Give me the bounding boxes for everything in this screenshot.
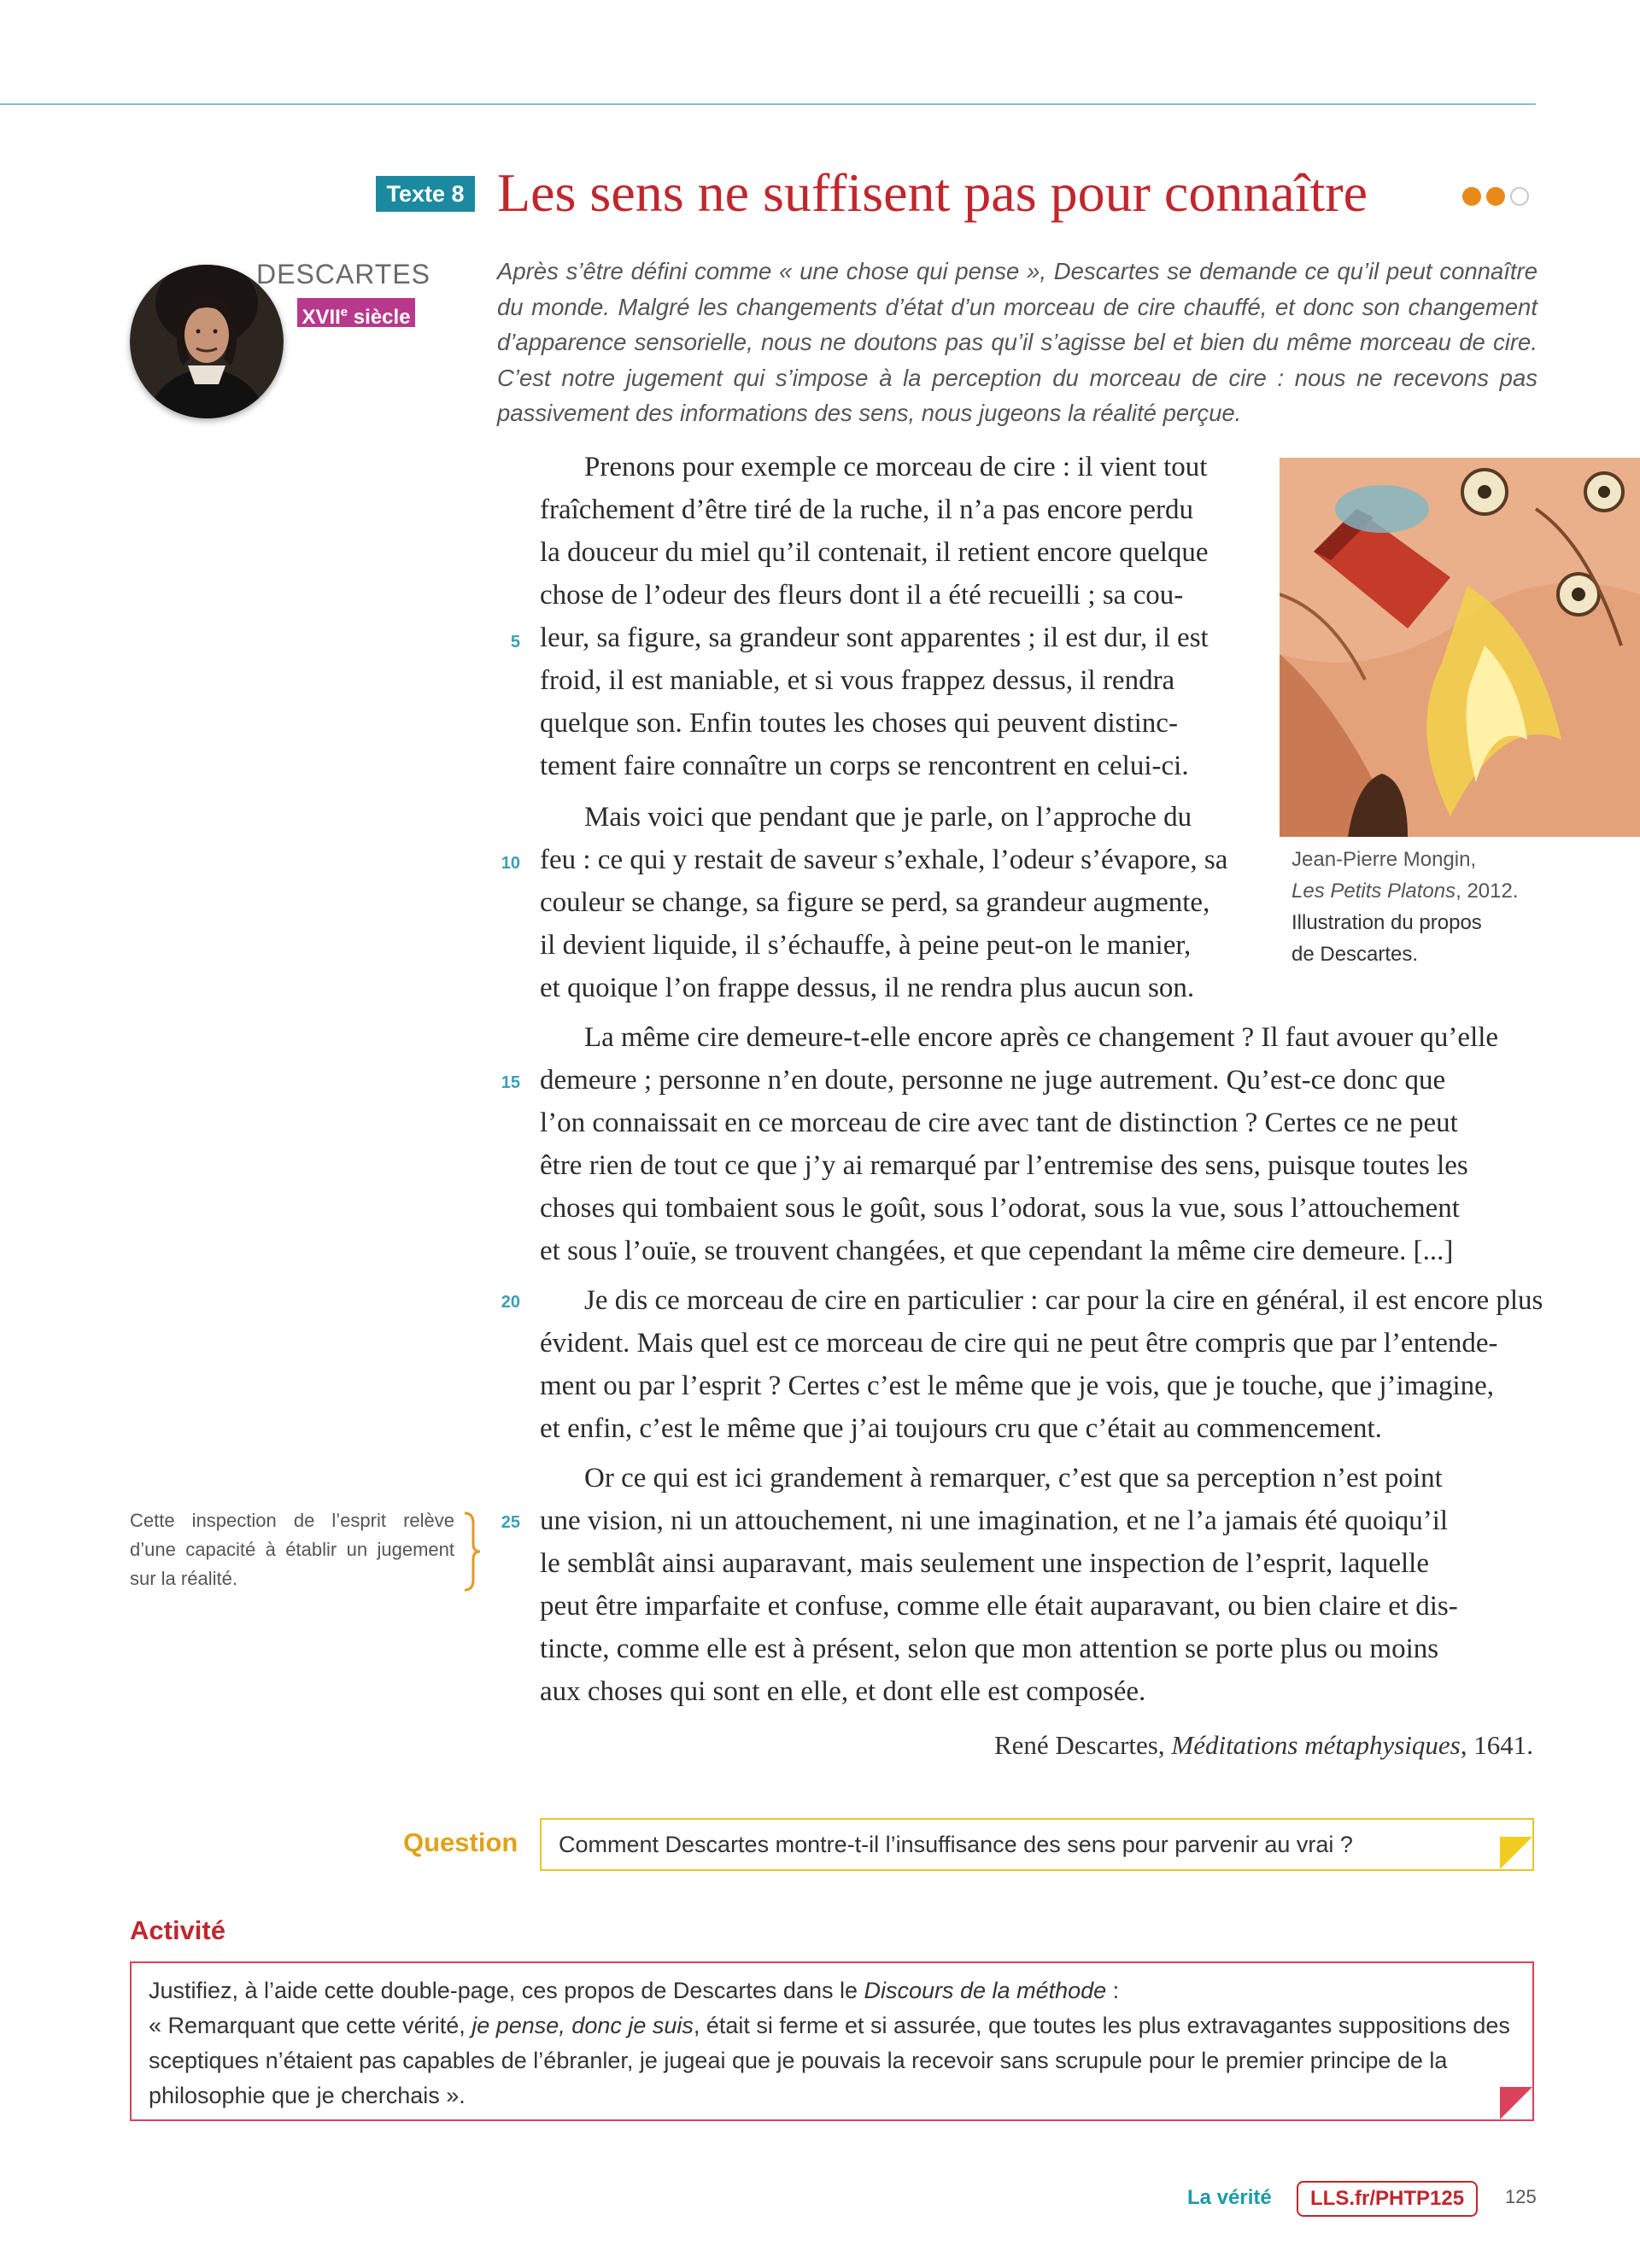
line-number: 5 (510, 633, 520, 652)
caption-year: , 2012. (1456, 880, 1519, 903)
text-line: quelque son. Enfin toutes les choses qui peuvent distinc- (540, 708, 1178, 739)
text-line: chose de l’odeur des fleurs dont il a été recueilli ; sa cou- (540, 580, 1184, 611)
activity-intro-end: : (1106, 1978, 1120, 2003)
question-corner-icon (1500, 1837, 1532, 1869)
text-line: et enfin, c’est le même que j’ai toujours cru que c’était au commencement. (540, 1413, 1382, 1444)
activity-quote-start: « Remarquant que cette vérité, (149, 2013, 472, 2038)
activity-box (130, 1961, 1534, 2121)
century-badge (297, 298, 415, 327)
text-line: choses qui tombaient sous le goût, sous l’odorat, sous la vue, sous l’attouchement (540, 1193, 1460, 1224)
text-line: et quoique l’on frappe dessus, il ne rendra plus aucun son. (540, 973, 1195, 1003)
activity-label: Activité (130, 1915, 226, 1945)
activity-quote-italic: je pense, donc je suis (472, 2013, 694, 2038)
text-line: tincte, comme elle est à présent, selon que mon attention se porte plus ou moins (540, 1634, 1439, 1664)
page-title: Les sens ne suffisent pas pour connaître (497, 162, 1368, 223)
century-suffix: siècle (348, 306, 411, 329)
line-number: 20 (501, 1293, 520, 1312)
text-line: Mais voici que pendant que je parle, on l’approche du (584, 802, 1192, 833)
text-line: une vision, ni un attouchement, ni une imagination, et ne l’a jamais été quoiqu’il (540, 1505, 1449, 1536)
footer-link[interactable]: LLS.fr/PHTP125 (1297, 2181, 1478, 2217)
text-number-tag: Texte 8 (376, 176, 475, 212)
text-line: évident. Mais quel est ce morceau de cire qui ne peut être compris que par l’entende- (540, 1328, 1498, 1359)
line-number: 10 (501, 854, 520, 873)
century-roman: XVII (302, 306, 341, 329)
activity-intro: Justifiez, à l’aide cette double-page, ces propos de Descartes dans le (149, 1978, 864, 2003)
text-line: couleur se change, sa figure se perd, sa grandeur augmente, (540, 887, 1210, 918)
author-name: DESCARTES (256, 259, 431, 289)
caption-author: Jean-Pierre Mongin, (1292, 848, 1477, 871)
text-line: ment ou par l’esprit ? Certes c’est le même que je vois, que je touche, que j’imagine, (540, 1371, 1495, 1401)
text-line: aux choses qui sont en elle, et dont elle est composée. (540, 1676, 1146, 1707)
difficulty-dot-2 (1486, 187, 1505, 206)
question-box: Comment Descartes montre-t-il l’insuffisance des sens pour parvenir au vrai ? (540, 1818, 1534, 1871)
text-line: peut être imparfaite et confuse, comme elle était auparavant, ou bien claire et dis- (540, 1591, 1458, 1622)
text-line: l’on connaissait en ce morceau de cire avec tant de distinction ? Certes ce ne peut (540, 1108, 1458, 1138)
question-label: Question (403, 1827, 518, 1857)
activity-corner-icon (1500, 2087, 1532, 2119)
page-number: 125 (1505, 2186, 1537, 2207)
text-line: le semblât ainsi auparavant, mais seulement une inspection de l’esprit, laquelle (540, 1548, 1429, 1579)
text-line: demeure ; personne n’en doute, personne ne juge autrement. Qu’est-ce donc que (540, 1065, 1446, 1096)
difficulty-dot-3 (1510, 187, 1529, 206)
text-line: Or ce qui est ici grandement à remarquer, c’est que sa perception n’est point (584, 1463, 1443, 1493)
text-line: fraîchement d’être tiré de la ruche, il n’a pas encore perdu (540, 494, 1194, 525)
text-line: Je dis ce morceau de cire en particulier : car pour la cire en général, il est encore plus (584, 1285, 1543, 1316)
margin-note-bracket-icon (461, 1511, 482, 1592)
line-number: 25 (501, 1513, 520, 1532)
activity-quote-end: , était si ferme et si assurée, que toutes les plus extravagantes suppositions des sceptiques n’étaient pas capables de l’ébranler, je jugeai que je pouvais la recevoir sans scrupule pour le premier principe de la philosophie que je cherchais ». (149, 2013, 1510, 2108)
caption-work: Les Petits Platons (1292, 880, 1456, 903)
source-year: , 1641. (1460, 1730, 1533, 1760)
introduction-text: Après s’être défini comme « une chose qui pense », Descartes se demande ce qu’il peut connaître du monde. Malgré les changements d’état d’un morceau de cire chauffé, et donc son changement d’apparence sensorielle, nous ne doutons pas qu’il s’agisse bel et bien du même morceau de cire. C’est notre jugement qui s’impose à la perception du morceau de cire : nous ne recevons pas passivement des informations des sens, nous jugeons la réalité perçue. (497, 258, 1538, 426)
text-line: Prenons pour exemple ce morceau de cire : il vient tout (584, 452, 1208, 482)
text-line: il devient liquide, il s’échauffe, à peine peut-on le manier, (540, 930, 1192, 961)
source-citation (994, 1730, 1533, 1761)
difficulty-dot-1 (1462, 187, 1481, 206)
source-work: Méditations métaphysiques (1171, 1730, 1461, 1760)
text-line: La même cire demeure-t-elle encore après ce changement ? Il faut avouer qu’elle (584, 1022, 1499, 1053)
text-line: froid, il est maniable, et si vous frappez dessus, il rendra (540, 665, 1175, 696)
text-line: être rien de tout ce que j’y ai remarqué par l’entremise des sens, puisque toutes les (540, 1150, 1468, 1181)
source-author: René Descartes, (993, 1730, 1172, 1760)
text-line: feu : ce qui y restait de saveur s’exhale, l’odeur s’évapore, sa (540, 845, 1228, 875)
activity-book: Discours de la méthode (864, 1978, 1107, 2003)
line-number: 15 (501, 1073, 520, 1092)
text-line: tement faire connaître un corps se rencontrent en celui-ci. (540, 751, 1189, 781)
caption-line-2: de Descartes. (1292, 943, 1419, 966)
text-line: et sous l’ouïe, se trouvent changées, et que cependant la même cire demeure. [...] (540, 1236, 1454, 1266)
margin-note: Cette inspection de l’esprit relève d’une capacité à établir un jugement sur la réalité. (130, 1510, 454, 1589)
footer-theme: La vérité (1187, 2186, 1272, 2209)
text-line: la douceur du miel qu’il contenait, il retient encore quelque (540, 537, 1209, 568)
top-rule (0, 103, 1536, 105)
text-line: leur, sa figure, sa grandeur sont apparentes ; il est dur, il est (540, 623, 1209, 653)
century-superscript: e (340, 305, 348, 319)
caption-line-1: Illustration du propos (1292, 911, 1482, 934)
illustration-caption (1292, 844, 1548, 970)
illustration-petits-platons (1280, 458, 1640, 837)
